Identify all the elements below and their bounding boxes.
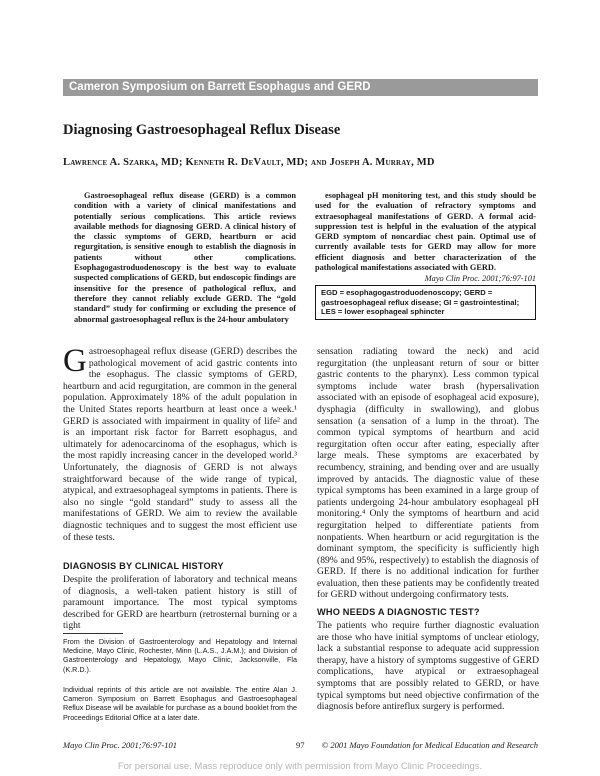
symposium-banner: Cameron Symposium on Barrett Esophagus and GERD (63, 79, 538, 96)
intro-paragraph (63, 343, 297, 543)
article-title: Diagnosing Gastroesophageal Reflux Disease (63, 122, 341, 138)
footer-copyright: © 2001 Mayo Foundation for Medical Education and Research (321, 740, 538, 750)
abstract-citation: Mayo Clin Proc. 2001;76:97-101 (424, 274, 536, 283)
right-column-paragraph: sensation radiating toward the neck) and acid regurgitation (the unpleasant return of sour or bitter gastric contents to the pharynx). Less common typical symptoms include water brash (hypersalivation associated with an episode of esophageal acid exposure), dysphagia (difficulty in swallowing), and globus sensation (a sensation of a lump in the throat). The common typical symptoms of heartburn and acid regurgitation often occur after eating, especially after large meals. These symptoms are exacerbated by recumbency, straining, and bending over and are usually improved by antacids. The diagnostic value of these typical symptoms has been examined in a large group of patients undergoing 24-hour ambulatory esophageal pH monitoring.⁴ Only the symptoms of heartburn and acid regurgitation helped to differentiate patients from nonpatients. When heartburn or acid regurgitation is the dominant symptom, the specificity is sufficiently high (89% and 95%, respectively) to establish the diagnosis of GERD. If there is no additional indication for further evaluation, then these patients may be confidently treated for GERD without undergoing confirmatory tests. (317, 346, 539, 601)
author-line: Lawrence A. Szarka, MD; Kenneth R. DeVault, MD; and Joseph A. Murray, MD (63, 157, 435, 168)
footer-citation: Mayo Clin Proc. 2001;76:97-101 (63, 740, 177, 750)
reprints-footnote: Individual reprints of this article are not available. The entire Alan J. Cameron Symposium on Barrett Esophagus and Gastroesophageal Reflux Disease will be available for purchase as a bound booklet from the Proceedings Editorial Office at a later date. (63, 685, 297, 722)
abstract-right-column: esophageal pH monitoring test, and this study should be used for the evaluation of refractory symptoms and extraesophageal manifestations of GERD. A formal acid-suppression test is helpful in the evaluation of the atypical GERD symptom of noncardiac chest pain. Optimal use of currently available tests for GERD may allow for more efficient diagnosis and better characterization of the pathological manifestations associated with GERD. (315, 191, 536, 273)
drop-cap: G (63, 343, 87, 379)
section-heading-clinical-history: DIAGNOSIS BY CLINICAL HISTORY (63, 561, 224, 571)
usage-watermark: For personal use. Mass reproduce only with permission from Mayo Clinic Proceedings. (117, 761, 483, 772)
diagnostic-paragraph: The patients who require further diagnostic evaluation are those who have initial symptoms of unclear etiology, lack a substantial response to adequate acid suppression therapy, have a history of symptoms suggestive of GERD complications, have atypical or extraesophageal symptoms that are possibly related to GERD, or have typical symptoms but need objective confirmation of the diagnosis before antireflux surgery is performed. (317, 620, 539, 713)
abbreviations-box: EGD = esophagogastroduodenoscopy; GERD = gastroesophageal reflux disease; GI = gastrointestinal; LES = lower esophageal sphincter (315, 285, 536, 320)
intro-text: astroesophageal reflux disease (GERD) describes the pathological movement of acid gastric contents into the esophagus. The classic symptoms of GERD, heartburn and acid regurgitation, are common in the general population. Approximately 18% of the adult population in the United States reports heartburn at least once a week.¹ GERD is associated with impairment in quality of life² and is an important risk factor for Barrett esophagus, and ultimately for adenocarcinoma of the esophagus, which is the most rapidly increasing cancer in the developed world.³ Unfortunately, the diagnosis of GERD is not always straightforward because of the wide range of typical, atypical, and extraesophageal symptoms in patients. There is also no single “gold standard” study to assess all the manifestations of GERD. We aim to review the available diagnostic techniques and to suggest the most efficient use of these tests. (63, 346, 297, 543)
footnote-divider (63, 633, 123, 634)
affiliation-footnote: From the Division of Gastroenterology and Hepatology and Internal Medicine, Mayo Clinic, Rochester, Minn (L.A.S., J.A.M.); and Division of Gastroenterology and Hepatology, Mayo Clinic, Jacksonville, Fla (K.R.D.). (63, 637, 297, 674)
abstract-left-column: Gastroesophageal reflux disease (GERD) is a common condition with a variety of clinical manifestations and potentially serious complications. This article reviews available methods for diagnosing GERD. A clinical history of the classic symptoms of GERD, heartburn or acid regurgitation, is sensitive enough to establish the diagnosis in patients without other complications. Esophagogastroduodenoscopy is the best way to evaluate suspected complications of GERD, but endoscopic findings are insensitive for the presence of pathological reflux, and therefore they cannot reliably exclude GERD. The “gold standard” study for confirming or excluding the presence of abnormal gastroesophageal reflux is the 24-hour ambulatory (74, 191, 296, 324)
section-heading-diagnostic-test: WHO NEEDS A DIAGNOSTIC TEST? (317, 607, 480, 617)
history-paragraph: Despite the proliferation of laboratory and technical means of diagnosis, a well-taken patient history is still of paramount importance. The most typical symptoms described for GERD are heartburn (retrosternal burning or a tight (63, 574, 297, 632)
page-number: 97 (296, 740, 305, 750)
